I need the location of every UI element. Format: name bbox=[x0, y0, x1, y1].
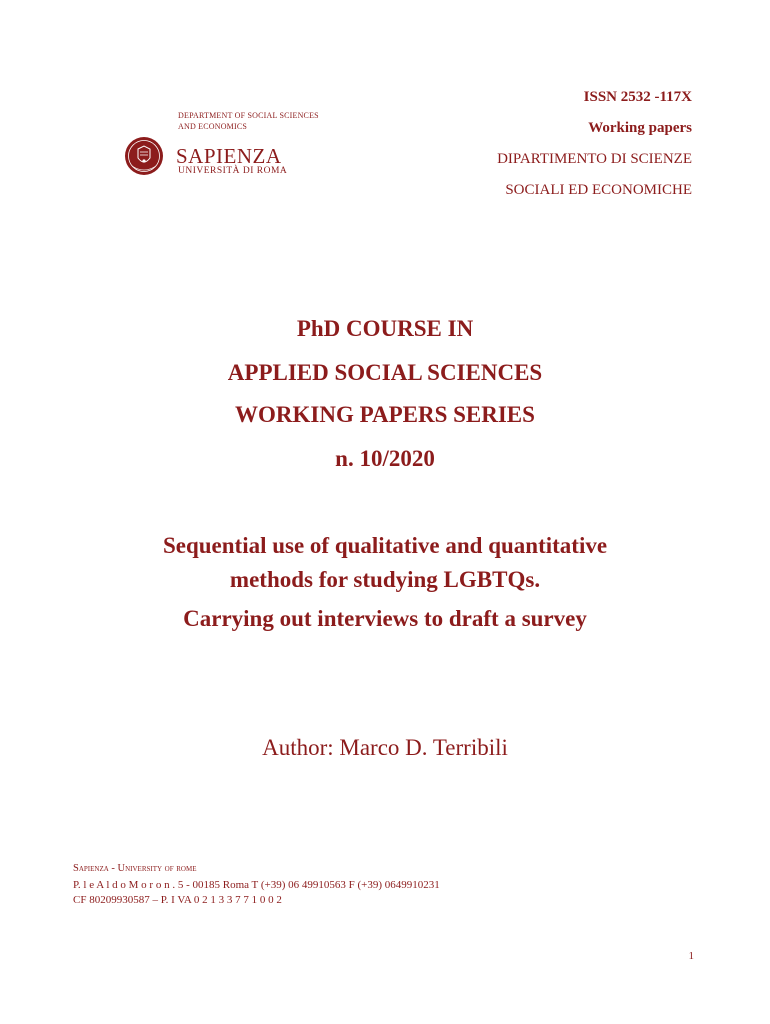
department-line1: DIPARTIMENTO DI SCIENZE bbox=[497, 151, 692, 167]
page-number: 1 bbox=[688, 950, 694, 962]
series-label: Working papers bbox=[588, 120, 692, 136]
issue-number: n. 10/2020 bbox=[335, 446, 435, 471]
footer-university: Sapienza - University of rome bbox=[73, 863, 197, 874]
footer-tax-ids: CF 80209930587 – P. I VA 0 2 1 3 3 7 7 1 0 0 2 bbox=[73, 894, 282, 906]
paper-title-line1: Sequential use of qualitative and quantitative bbox=[162, 533, 608, 558]
logo-dept-line1: DEPARTMENT OF SOCIAL SCIENCES bbox=[178, 111, 319, 120]
course-title-line3: WORKING PAPERS SERIES bbox=[235, 402, 535, 427]
logo-brand: SAPIENZA bbox=[176, 144, 282, 168]
footer-address: P. l e A l d o M o r o n . 5 - 00185 Roma T (+39) 06 49910563 F (+39) 0649910231 bbox=[73, 879, 440, 891]
logo-brand-sub: UNIVERSITÀ DI ROMA bbox=[178, 166, 288, 176]
paper-title-line3: Carrying out interviews to draft a survey bbox=[183, 606, 587, 631]
paper-title-line2: methods for studying LGBTQs. bbox=[229, 567, 541, 592]
issn-number: ISSN 2532 -117X bbox=[583, 89, 692, 105]
department-line2: SOCIALI ED ECONOMICHE bbox=[505, 182, 692, 198]
sapienza-logo bbox=[124, 108, 324, 188]
course-title-line1: PhD COURSE IN bbox=[296, 316, 474, 341]
logo-dept-line2: AND ECONOMICS bbox=[178, 122, 248, 131]
author-line: Author: Marco D. Terribili bbox=[262, 735, 508, 760]
course-title-line2: APPLIED SOCIAL SCIENCES bbox=[227, 360, 543, 385]
university-seal-icon bbox=[124, 136, 164, 176]
